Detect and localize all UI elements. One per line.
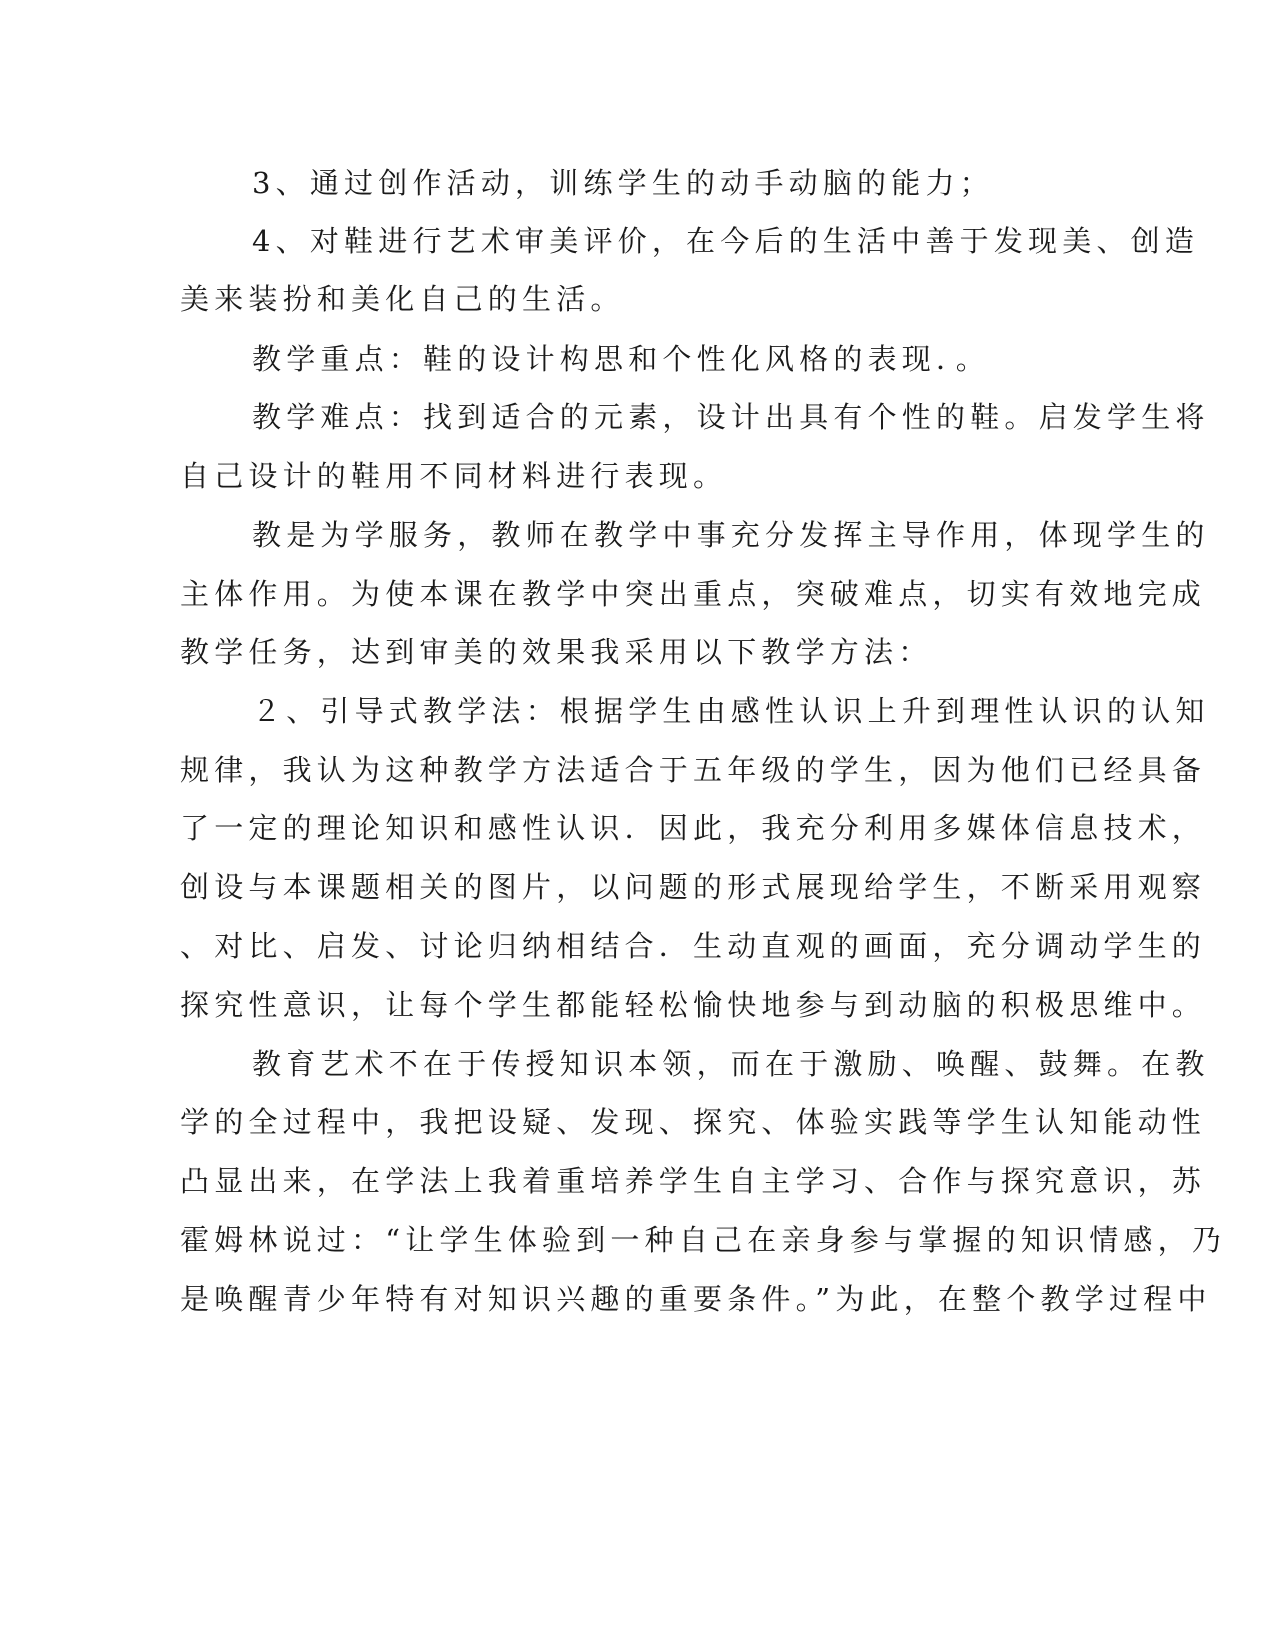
paragraph-line: 是唤醒青少年特有对知识兴趣的重要条件。”为此，在整个教学过程中	[180, 1282, 1212, 1316]
paragraph-line: 教学难点：找到适合的元素，设计出具有个性的鞋。启发学生将	[252, 400, 1210, 434]
paragraph-line: 、对比、启发、讨论归纳相结合．生动直观的画面，充分调动学生的	[180, 929, 1207, 963]
paragraph-line: 探究性意识，让每个学生都能轻松愉快地参与到动脑的积极思维中。	[180, 988, 1207, 1022]
paragraph-line: 教学任务，达到审美的效果我采用以下教学方法：	[180, 635, 933, 669]
paragraph-line: 教学重点：鞋的设计构思和个性化风格的表现．。	[252, 342, 990, 376]
paragraph-line: 主体作用。为使本课在教学中突出重点，突破难点，切实有效地完成	[180, 577, 1207, 611]
paragraph-line: 霍姆林说过：“让学生体验到一种自己在亲身参与掌握的知识情感，乃	[180, 1223, 1227, 1257]
paragraph-line: 规律，我认为这种教学方法适合于五年级的学生，因为他们已经具备	[180, 753, 1207, 787]
paragraph-line: 创设与本课题相关的图片，以问题的形式展现给学生，不断采用观察	[180, 870, 1207, 904]
paragraph-line: 自己设计的鞋用不同材料进行表现。	[180, 459, 728, 493]
paragraph-line: 凸显出来，在学法上我着重培养学生自主学习、合作与探究意识，苏	[180, 1164, 1207, 1198]
paragraph-line: ２、引导式教学法：根据学生由感性认识上升到理性认识的认知	[252, 694, 1210, 728]
paragraph-line: 教育艺术不在于传授知识本领，而在于激励、唤醒、鼓舞。在教	[252, 1047, 1210, 1081]
paragraph-line: 美来装扮和美化自己的生活。	[180, 282, 625, 316]
paragraph-line: 教是为学服务，教师在教学中事充分发挥主导作用，体现学生的	[252, 518, 1210, 552]
paragraph-line: 4、对鞋进行艺术审美评价，在今后的生活中善于发现美、创造	[252, 224, 1200, 258]
paragraph-line: 了一定的理论知识和感性认识．因此，我充分利用多媒体信息技术，	[180, 811, 1207, 845]
paragraph-line: 学的全过程中，我把设疑、发现、探究、体验实践等学生认知能动性	[180, 1105, 1207, 1139]
paragraph-line: 3、通过创作活动，训练学生的动手动脑的能力；	[252, 166, 994, 200]
